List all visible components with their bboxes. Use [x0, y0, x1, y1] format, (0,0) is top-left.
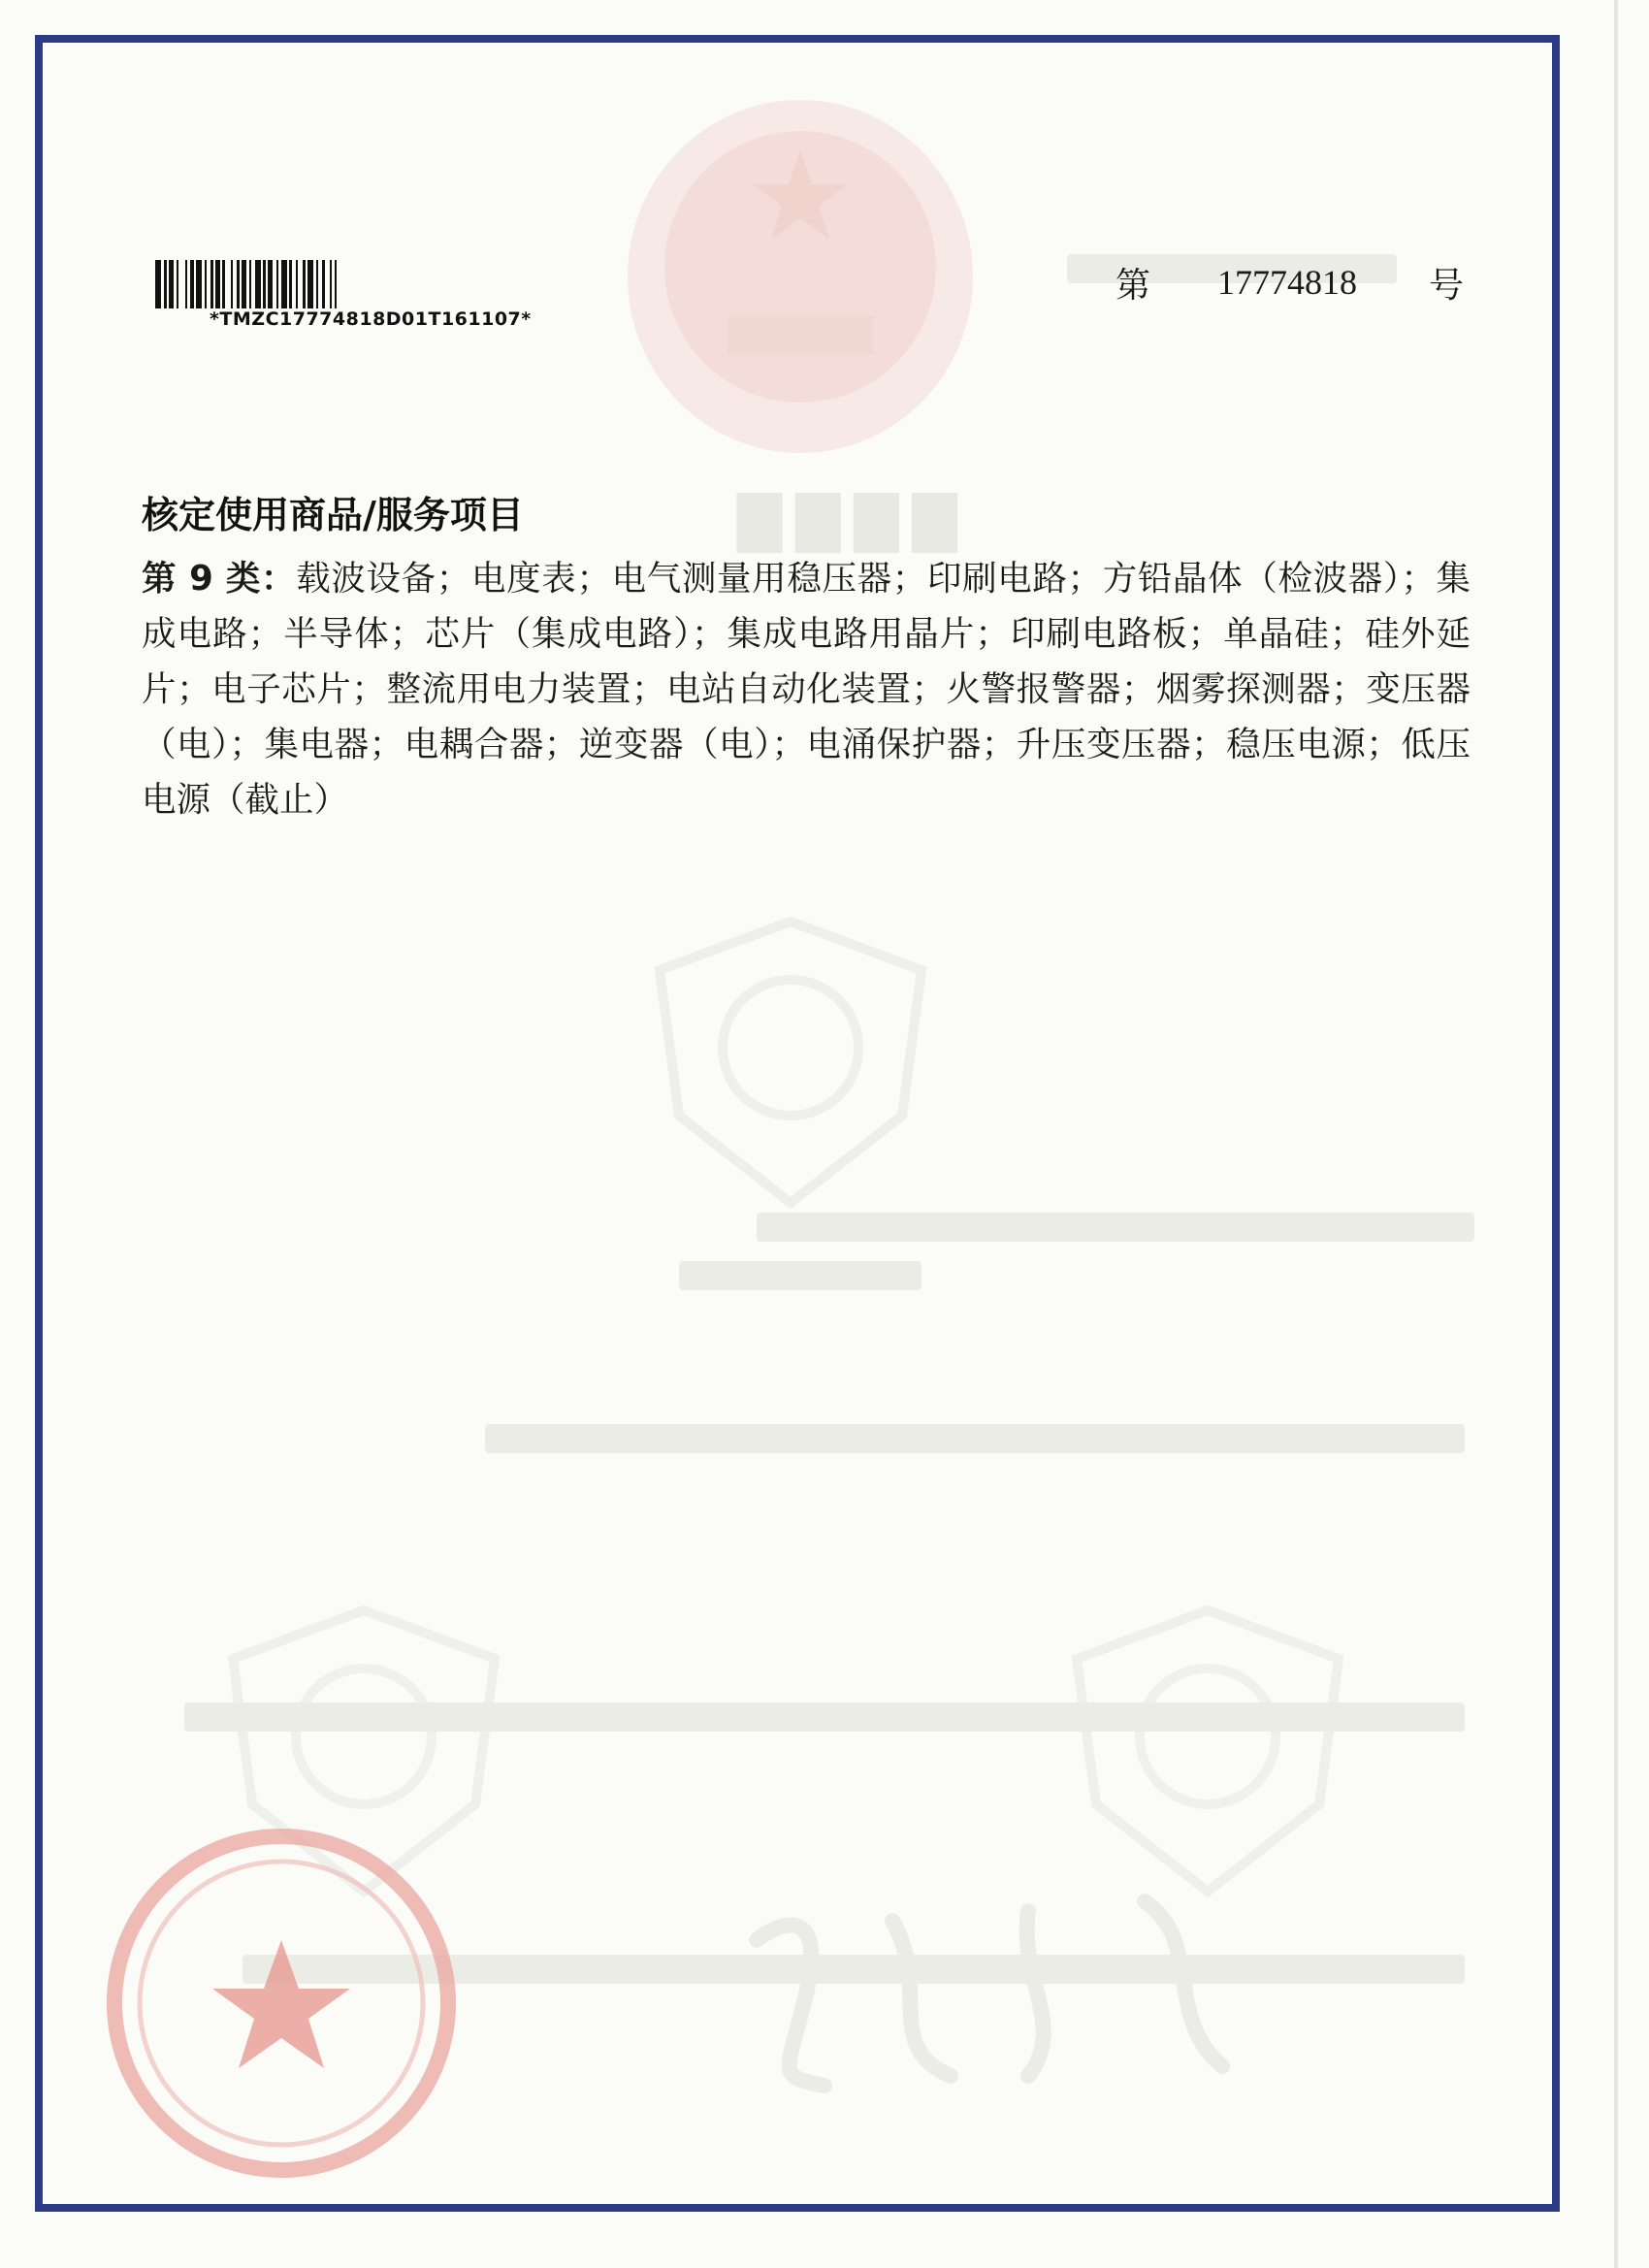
barcode-bar: [303, 260, 306, 308]
registration-suffix: 号: [1429, 266, 1465, 306]
barcode-bar: [210, 260, 213, 308]
showthrough-title: ▇▇▇▇: [737, 485, 971, 553]
approved-goods-list: [142, 551, 1471, 827]
class-label: 第 9 类：: [142, 559, 297, 599]
barcode-bar: [242, 260, 246, 308]
barcode-bar: [164, 260, 167, 308]
registration-number-value: 17774818: [1217, 263, 1357, 302]
barcode-bar: [316, 260, 318, 308]
barcode-code-text: *TMZC17774818D01T161107*: [210, 308, 532, 330]
approved-goods-heading: 核定使用商品/服务项目: [142, 494, 524, 536]
barcode-bar: [205, 260, 207, 308]
barcode-bar: [296, 260, 298, 308]
barcode-bar: [185, 260, 187, 308]
barcode-bar: [335, 260, 337, 308]
barcode-bar: [255, 260, 261, 308]
barcode-bar: [276, 260, 278, 308]
barcode-bar: [307, 260, 313, 308]
barcode-bar: [289, 260, 292, 308]
barcode-bar: [169, 260, 174, 308]
barcode-bar: [196, 260, 202, 308]
barcode-bar: [155, 260, 161, 308]
barcode-bar: [249, 260, 251, 308]
barcode-bar: [322, 260, 325, 308]
barcode-bar: [222, 260, 225, 308]
barcode-bar: [215, 260, 220, 308]
goods-items: 载波设备；电度表；电气测量用稳压器；印刷电路；方铅晶体（检波器）；集成电路；半导体；芯片（集成电路）；集成电路用晶片；印刷电路板；单晶硅；硅外延片；电子芯片；整流用电力装置；电站自动化装置；火警报警器；烟雾探测器；变压器（电）；集电器；电耦合器；逆变器（电）；电涌保护器；升压变压器；稳压电源；低压电源（截止）: [142, 559, 1471, 820]
barcode-bar: [237, 260, 240, 308]
barcode-bar: [190, 260, 194, 308]
barcode-bar: [231, 260, 233, 308]
barcode-bar: [177, 260, 178, 308]
barcode-bar: [330, 260, 332, 308]
page-edge: [1614, 0, 1618, 2268]
barcode: [155, 260, 543, 338]
barcode-bar: [281, 260, 287, 308]
registration-prefix: 第: [1116, 266, 1151, 306]
barcode-bars: [155, 260, 543, 308]
barcode-bar: [263, 260, 266, 308]
barcode-bar: [268, 260, 273, 308]
certificate-border: [35, 35, 1560, 2212]
